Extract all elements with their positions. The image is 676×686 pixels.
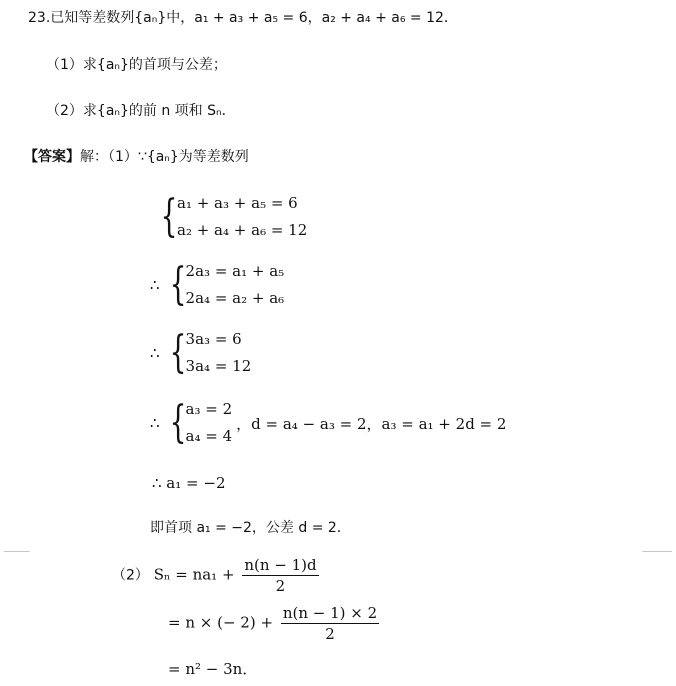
part-2-final: = n² − 3n． [168, 660, 258, 678]
question-1: （1）求{aₙ}的首项与公差； [46, 57, 227, 73]
sn-lhs: Sₙ = na₁ + [153, 565, 235, 584]
answer-label: 【答案】 [24, 149, 80, 165]
therefore-symbol: ∴ [150, 344, 160, 362]
a1-result: ∴ a₁ = −2 [152, 474, 226, 492]
equation-system-1 [155, 190, 307, 244]
problem-stem: 23.已知等差数列{aₙ}中，a₁ + a₃ + a₅ = 6，a₂ + a₄ + a₆ = 12． [28, 10, 458, 26]
system-1-row-2: a₂ + a₄ + a₆ = 12 [177, 221, 308, 239]
system-1-row-1: a₁ + a₃ + a₅ = 6 [177, 194, 298, 212]
part-2-line-2 [168, 603, 382, 644]
therefore-symbol: ∴ [150, 276, 160, 294]
equation-system-4 [150, 396, 506, 450]
system-4-tail: ，d = a₄ − a₃ = 2，a₃ = a₁ + 2d = 2 [236, 414, 507, 433]
fraction-2 [281, 603, 379, 644]
fraction-1-denominator: 2 [275, 577, 286, 595]
left-brace: { [160, 191, 178, 242]
system-2-row-1: 2a₃ = a₁ + a₅ [185, 262, 285, 280]
line-2-prefix: = n × (− 2) + [168, 613, 274, 632]
page-break-mark-left [4, 551, 30, 552]
left-brace: { [169, 397, 186, 448]
equation-system-3 [150, 326, 251, 380]
left-brace: { [169, 259, 186, 310]
fraction-2-denominator: 2 [325, 625, 335, 643]
therefore-symbol: ∴ [150, 414, 160, 432]
left-brace: { [169, 327, 186, 378]
page-break-mark-right [642, 551, 672, 552]
equation-system-2 [150, 258, 284, 312]
system-4-row-2: a₄ = 4 [185, 427, 233, 445]
fraction-1 [242, 555, 318, 596]
system-3-row-1: 3a₃ = 6 [185, 330, 242, 348]
system-3-row-2: 3a₄ = 12 [185, 357, 252, 375]
answer-heading [24, 149, 249, 166]
answer-intro: 解：（1）∵{aₙ}为等差数列 [80, 149, 249, 165]
system-2-row-2: 2a₄ = a₂ + a₆ [185, 289, 285, 307]
part-2-line-1 [112, 555, 322, 596]
system-4-row-1: a₃ = 2 [185, 400, 233, 418]
fraction-2-numerator: n(n − 1) × 2 [282, 604, 378, 622]
fraction-1-numerator: n(n − 1)d [244, 556, 317, 574]
part-1-conclusion: 即首项 a₁ = −2，公差 d = 2． [150, 520, 351, 536]
question-2: （2）求{aₙ}的前 n 项和 Sₙ． [46, 103, 236, 119]
part-2-label: （2） [112, 567, 149, 584]
